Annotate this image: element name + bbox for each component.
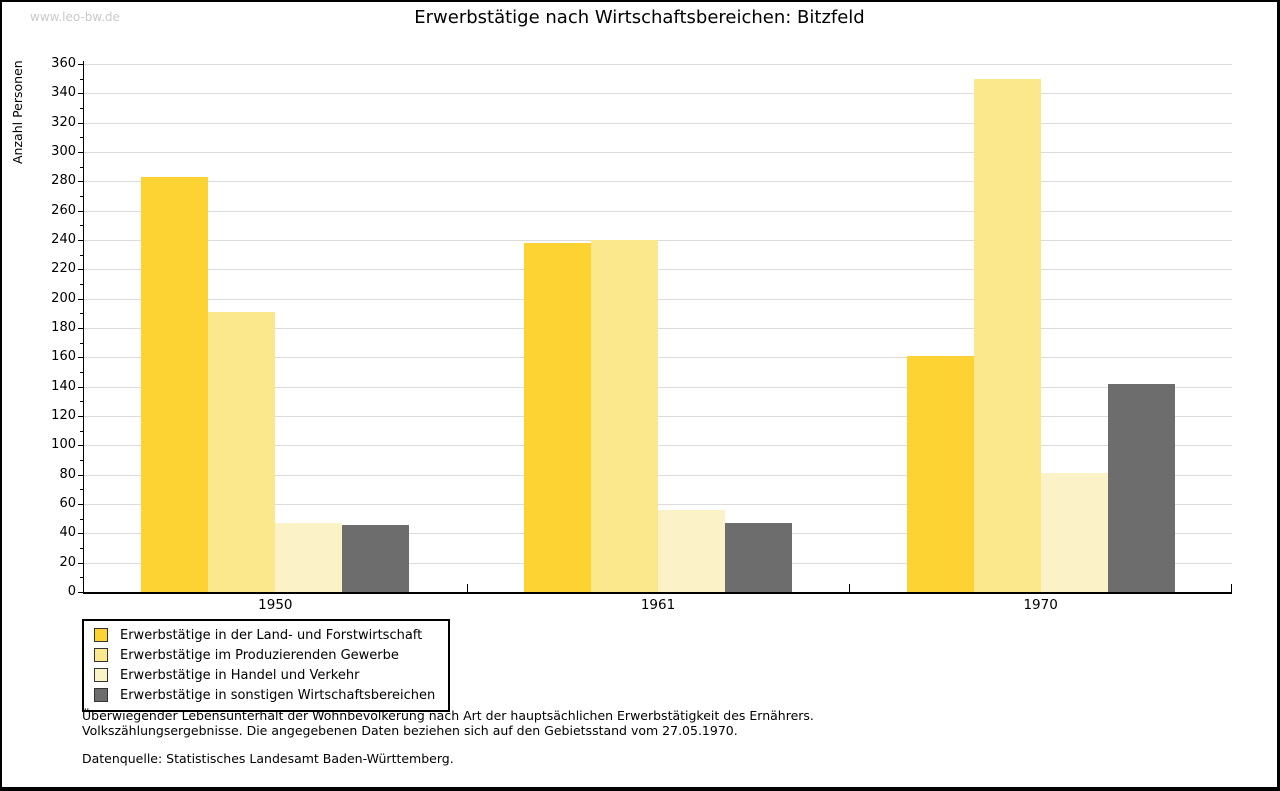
y-tick-label: 320 [51,114,76,130]
legend-label: Erwerbstätige in sonstigen Wirtschaftsbereichen [120,687,436,703]
y-tick-label: 260 [51,202,76,218]
bar [591,240,658,592]
chart-title: Erwerbstätige nach Wirtschaftsbereichen: Bitzfeld [414,7,865,28]
x-axis-line [83,592,1232,594]
footnotes [82,708,814,766]
legend-swatch-icon [94,688,108,702]
legend-item [84,645,448,665]
y-tick-label: 240 [51,232,76,247]
y-tick-label: 60 [59,496,76,511]
x-group-tick [849,584,850,592]
bar [907,356,974,592]
y-tick-label: 220 [51,261,76,277]
bar [524,243,591,592]
x-axis-label: 1961 [640,597,676,613]
gridline [84,64,1232,65]
legend-item [84,625,448,645]
gridline [84,181,1232,182]
y-tick-label: 20 [59,554,76,570]
y-tick-label: 120 [51,408,76,423]
x-axis-label: 1950 [258,597,293,613]
y-tick-label: 180 [51,320,76,335]
legend [82,619,450,712]
gridline [84,269,1232,270]
legend-label: Erwerbstätige in Handel und Verkehr [120,667,360,683]
watermark: www.leo-bw.de [30,10,120,24]
gridline [84,93,1232,94]
y-tick-label: 140 [51,378,76,394]
bar [1108,384,1175,592]
bar [275,523,342,592]
footnote-line-2: Volkszählungsergebnisse. Die angegebenen Daten beziehen sich auf den Gebietsstand vom 27.05.1970. [82,723,738,738]
legend-item [84,665,448,685]
y-tick-label: 340 [51,85,76,101]
y-tick-label: 280 [51,173,76,189]
y-tick-label: 80 [59,466,76,482]
legend-swatch-icon [94,648,108,662]
legend-swatch-icon [94,628,108,642]
x-axis-label: 1970 [1023,597,1058,613]
gridline [84,152,1232,153]
y-tick-label: 40 [59,525,76,541]
y-tick-label: 160 [51,349,76,365]
bar [1041,473,1108,592]
bar [141,177,208,592]
bar [658,510,725,592]
legend-swatch-icon [94,668,108,682]
y-tick-label: 300 [51,144,76,159]
x-group-tick [467,584,468,592]
y-tick-label: 100 [51,437,76,453]
gridline [84,299,1232,300]
bar [974,79,1041,592]
y-tick-label: 360 [51,56,76,71]
bar [342,525,409,592]
footnote-line-1: Überwiegender Lebensunterhalt der Wohnbevölkerung nach Art der hauptsächlichen Erwerbstätigkeit des Ernährers. [82,708,814,723]
y-axis-line [83,61,84,593]
y-tick-label: 0 [67,584,76,599]
legend-items [84,625,448,705]
data-source-note: Datenquelle: Statistisches Landesamt Baden-Württemberg. [82,751,454,766]
bar [725,523,792,592]
x-end-tick [1231,584,1232,592]
y-axis-title: Anzahl Personen [10,60,25,164]
legend-label: Erwerbstätige im Produzierenden Gewerbe [120,647,399,663]
gridline [84,123,1232,124]
y-tick-label: 200 [51,290,76,306]
gridline [84,240,1232,241]
gridline [84,211,1232,212]
legend-item [84,685,448,705]
bar [208,312,275,592]
legend-label: Erwerbstätige in der Land- und Forstwirtschaft [120,627,423,643]
